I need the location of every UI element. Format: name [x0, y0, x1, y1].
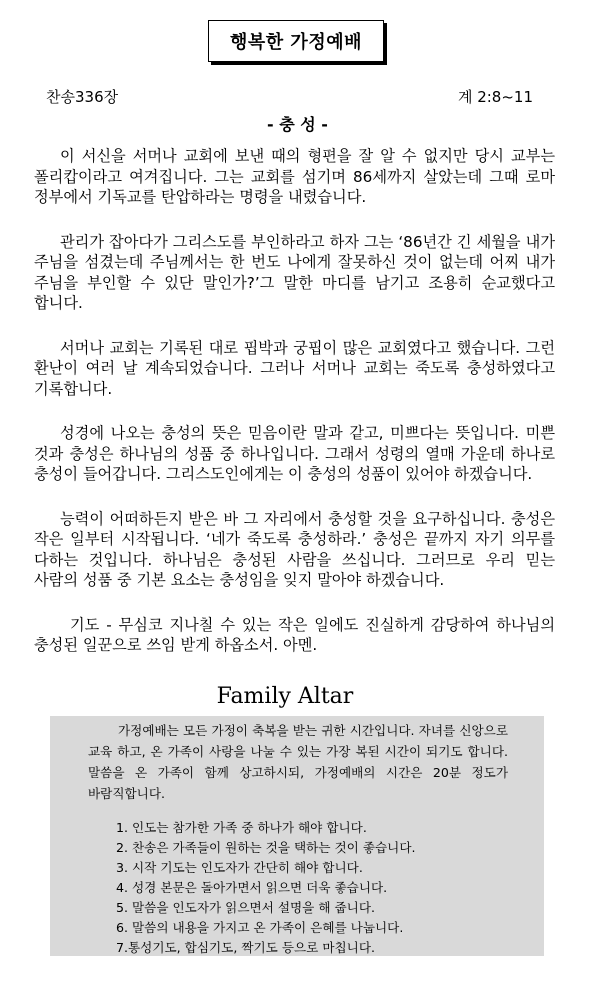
family-altar-guidelines [116, 818, 416, 958]
sermon-paragraph: 성경에 나오는 충성의 뜻은 믿음이란 말과 같고, 미쁘다는 뜻입니다. 미쁜 것과 충성은 하나님의 성품 중 하나입니다. 그래서 성령의 열매 가운데 하나로 충성이 들어갑니다. 그리스도인에게는 이 충성의 성품이 있어야 하겠습니다. [34, 424, 555, 483]
sermon-paragraph: 이 서신을 서머나 교회에 보낸 때의 형편을 잘 알 수 없지만 당시 교부는 폴리캅이라고 여겨집니다. 그는 교회를 섬기며 86세까지 살았는데 그때 로마 정부에서 기독교를 탄압하라는 명령을 내렸습니다. [34, 147, 555, 206]
page-title [208, 20, 384, 62]
sermon-paragraph: 관리가 잡아다가 그리스도를 부인하라고 하자 그는 ‘86년간 긴 세월을 내가 주님을 섬겼는데 주님께서는 한 번도 나에게 잘못하신 것이 없는데 어찌 내가 주님을 부인할 수 있단 말인가?’그 말한 마디를 남기고 조용히 순교했다고 합니다. [34, 232, 555, 312]
family-altar-title: Family Altar [216, 684, 354, 709]
prayer-paragraph: 기도 - 무심코 지나칠 수 있는 작은 일에도 진실하게 감당하여 하나님의 충성된 일꾼으로 쓰임 받게 하옵소서. 아멘. [34, 615, 555, 654]
list-item: 4. 성경 본문은 돌아가면서 읽으면 더욱 좋습니다. [116, 880, 388, 895]
list-item: 2. 찬송은 가족들이 원하는 것을 택하는 것이 좋습니다. [116, 840, 416, 855]
family-altar-intro: 가정예배는 모든 가정이 축복을 받는 귀한 시간입니다. 자녀를 신앙으로 교육 하고, 온 가족이 사랑을 나눌 수 있는 가장 복된 시간이 되기도 합니다. 말씀을 온 가족이 함께 상고하시되, 가정예배의 시간은 20분 정도가 바람직합니다. [88, 723, 508, 801]
list-item: 7.통성기도, 합심기도, 짝기도 등으로 마칩니다. [116, 940, 376, 955]
list-item: 3. 시작 기도는 인도자가 간단히 해야 합니다. [116, 860, 363, 875]
list-item: 6. 말씀의 내용을 가지고 온 가족이 은혜를 나눕니다. [116, 920, 404, 935]
sermon-subtitle: - 충 성 - [267, 115, 328, 134]
list-item: 1. 인도는 참가한 가족 중 하나가 해야 합니다. [116, 820, 367, 835]
page-title-text: 행복한 가정예배 [230, 32, 362, 53]
hymn-number: 찬송336장 [46, 88, 119, 106]
sermon-paragraph: 서머나 교회는 기록된 대로 핍박과 궁핍이 많은 교회였다고 했습니다. 그런 환난이 여러 날 계속되었습니다. 그러나 서머나 교회는 죽도록 충성하였다고 기록합니다. [34, 338, 555, 398]
scripture-reference: 계 2:8~11 [457, 88, 533, 106]
sermon-body [34, 146, 555, 680]
family-altar-box [50, 716, 544, 956]
sermon-paragraph: 능력이 어떠하든지 받은 바 그 자리에서 충성할 것을 요구하십니다. 충성은 작은 일부터 시작됩니다. ‘네가 죽도록 충성하라.’ 충성은 끝까지 자기 의무를 다하는 것입니다. 하나님은 충성된 사람을 쓰십니다. 그러므로 우리 믿는 사람의 성품 중 기본 요소는 충성임을 잊지 말아야 하겠습니다. [34, 509, 555, 589]
list-item: 5. 말씀을 인도자가 읽으면서 설명을 해 줍니다. [116, 900, 376, 915]
